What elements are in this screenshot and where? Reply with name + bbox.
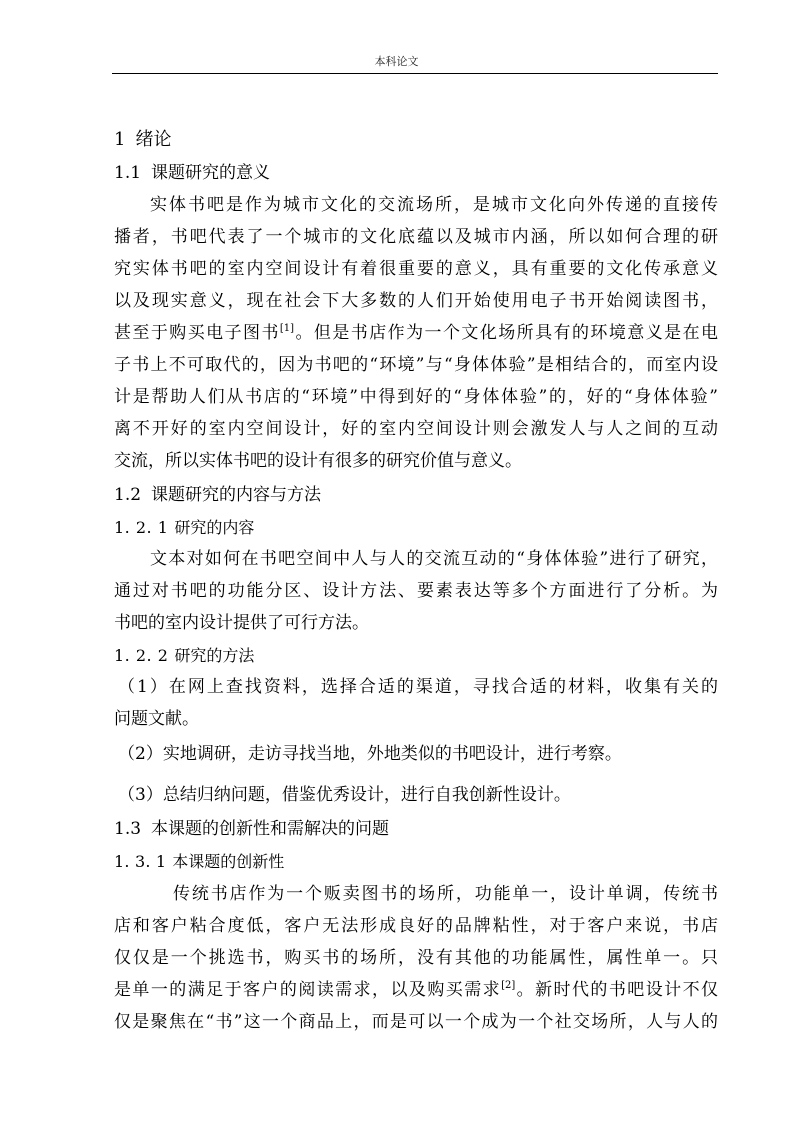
method-item: （2）实地调研，走访寻找当地，外地类似的书吧设计，进行考察。 xyxy=(118,744,622,764)
paragraph-line: 播者，书吧代表了一个城市的文化底蕴以及城市内涵，所以如何合理的研 xyxy=(114,227,718,247)
paragraph-line: 传统书店作为一个贩卖图书的场所，功能单一，设计单调，传统书 xyxy=(173,884,718,904)
header-rule xyxy=(112,73,718,74)
subsection-heading xyxy=(114,645,254,667)
paragraph-line: 仅仅是一个挑选书，购买书的场所，没有其他的功能属性，属性单一。只 xyxy=(114,948,718,968)
paragraph-line: 通过对书吧的功能分区、设计方法、要素表达等多个方面进行了分析。为 xyxy=(114,581,718,601)
subsection-heading xyxy=(114,851,284,873)
subsection-title: 研究的方法 xyxy=(174,646,255,665)
section-title: 本课题的创新性和需解决的问题 xyxy=(151,819,390,839)
page-header-title: 本科论文 xyxy=(374,55,419,68)
subsection-number: 1. 3. 1 xyxy=(114,852,167,871)
paragraph-line: 计是帮助人们从书店的“环境”中得到好的“身体体验”的，好的“身体体验” xyxy=(114,387,718,407)
section-heading xyxy=(114,162,270,184)
paragraph-line: 以及现实意义，现在社会下大多数的人们开始使用电子书开始阅读图书， xyxy=(114,291,718,311)
method-item-continued: 问题文献。 xyxy=(114,709,199,729)
paragraph-line xyxy=(114,322,718,344)
section-title: 课题研究的内容与方法 xyxy=(151,485,322,505)
paragraph-line: 交流，所以实体书吧的设计有很多的研究价值与意义。 xyxy=(114,451,522,471)
paragraph-line xyxy=(114,979,718,1001)
section-heading xyxy=(114,818,389,840)
paragraph-line: 究实体书吧的室内空间设计有着很重要的意义，具有重要的文化传承意义 xyxy=(114,259,718,279)
method-item: （1）在网上查找资料，选择合适的渠道，寻找合适的材料，收集有关的 xyxy=(118,677,718,697)
subsection-title: 本课题的创新性 xyxy=(172,852,285,871)
chapter-heading xyxy=(114,129,171,151)
paragraph-line: 书吧的室内设计提供了可行方法。 xyxy=(114,613,369,633)
paragraph-line: 店和客户粘合度低，客户无法形成良好的品牌粘性，对于客户来说，书店 xyxy=(114,916,718,936)
chapter-number: 1 xyxy=(114,129,126,150)
section-heading xyxy=(114,484,321,506)
paragraph-line: 文本对如何在书吧空间中人与人的交流互动的“身体体验”进行了研究， xyxy=(150,549,718,569)
method-item: （3）总结归纳问题，借鉴优秀设计，进行自我创新性设计。 xyxy=(118,785,571,805)
text-run: 。但是书店作为一个文化场所具有的环境意义是在电 xyxy=(294,323,719,343)
section-number: 1.1 xyxy=(114,163,142,183)
text-run: 甚至于购买电子图书 xyxy=(114,323,280,343)
subsection-number: 1. 2. 1 xyxy=(114,518,169,537)
subsection-number: 1. 2. 2 xyxy=(114,646,169,665)
paragraph-line: 仅是聚焦在“书”这一个商品上，而是可以一个成为一个社交场所，人与人的 xyxy=(114,1012,718,1032)
text-run: 是单一的满足于客户的阅读需求，以及购买需求 xyxy=(114,980,502,1000)
chapter-title: 绪论 xyxy=(135,129,172,150)
citation: [1] xyxy=(279,323,295,334)
paragraph-line: 子书上不可取代的，因为书吧的“环境”与“身体体验”是相结合的，而室内设 xyxy=(114,355,718,375)
paragraph-line: 实体书吧是作为城市文化的交流场所，是城市文化向外传递的直接传 xyxy=(150,195,718,215)
subsection-heading xyxy=(114,517,254,539)
paragraph-line: 离不开好的室内空间设计，好的室内空间设计则会激发人与人之间的互动 xyxy=(114,419,718,439)
subsection-title: 研究的内容 xyxy=(174,518,255,537)
text-run: 。新时代的书吧设计不仅 xyxy=(515,980,719,1000)
citation: [2] xyxy=(501,980,516,991)
section-number: 1.2 xyxy=(114,485,142,505)
section-number: 1.3 xyxy=(114,819,142,839)
section-title: 课题研究的意义 xyxy=(151,163,271,183)
